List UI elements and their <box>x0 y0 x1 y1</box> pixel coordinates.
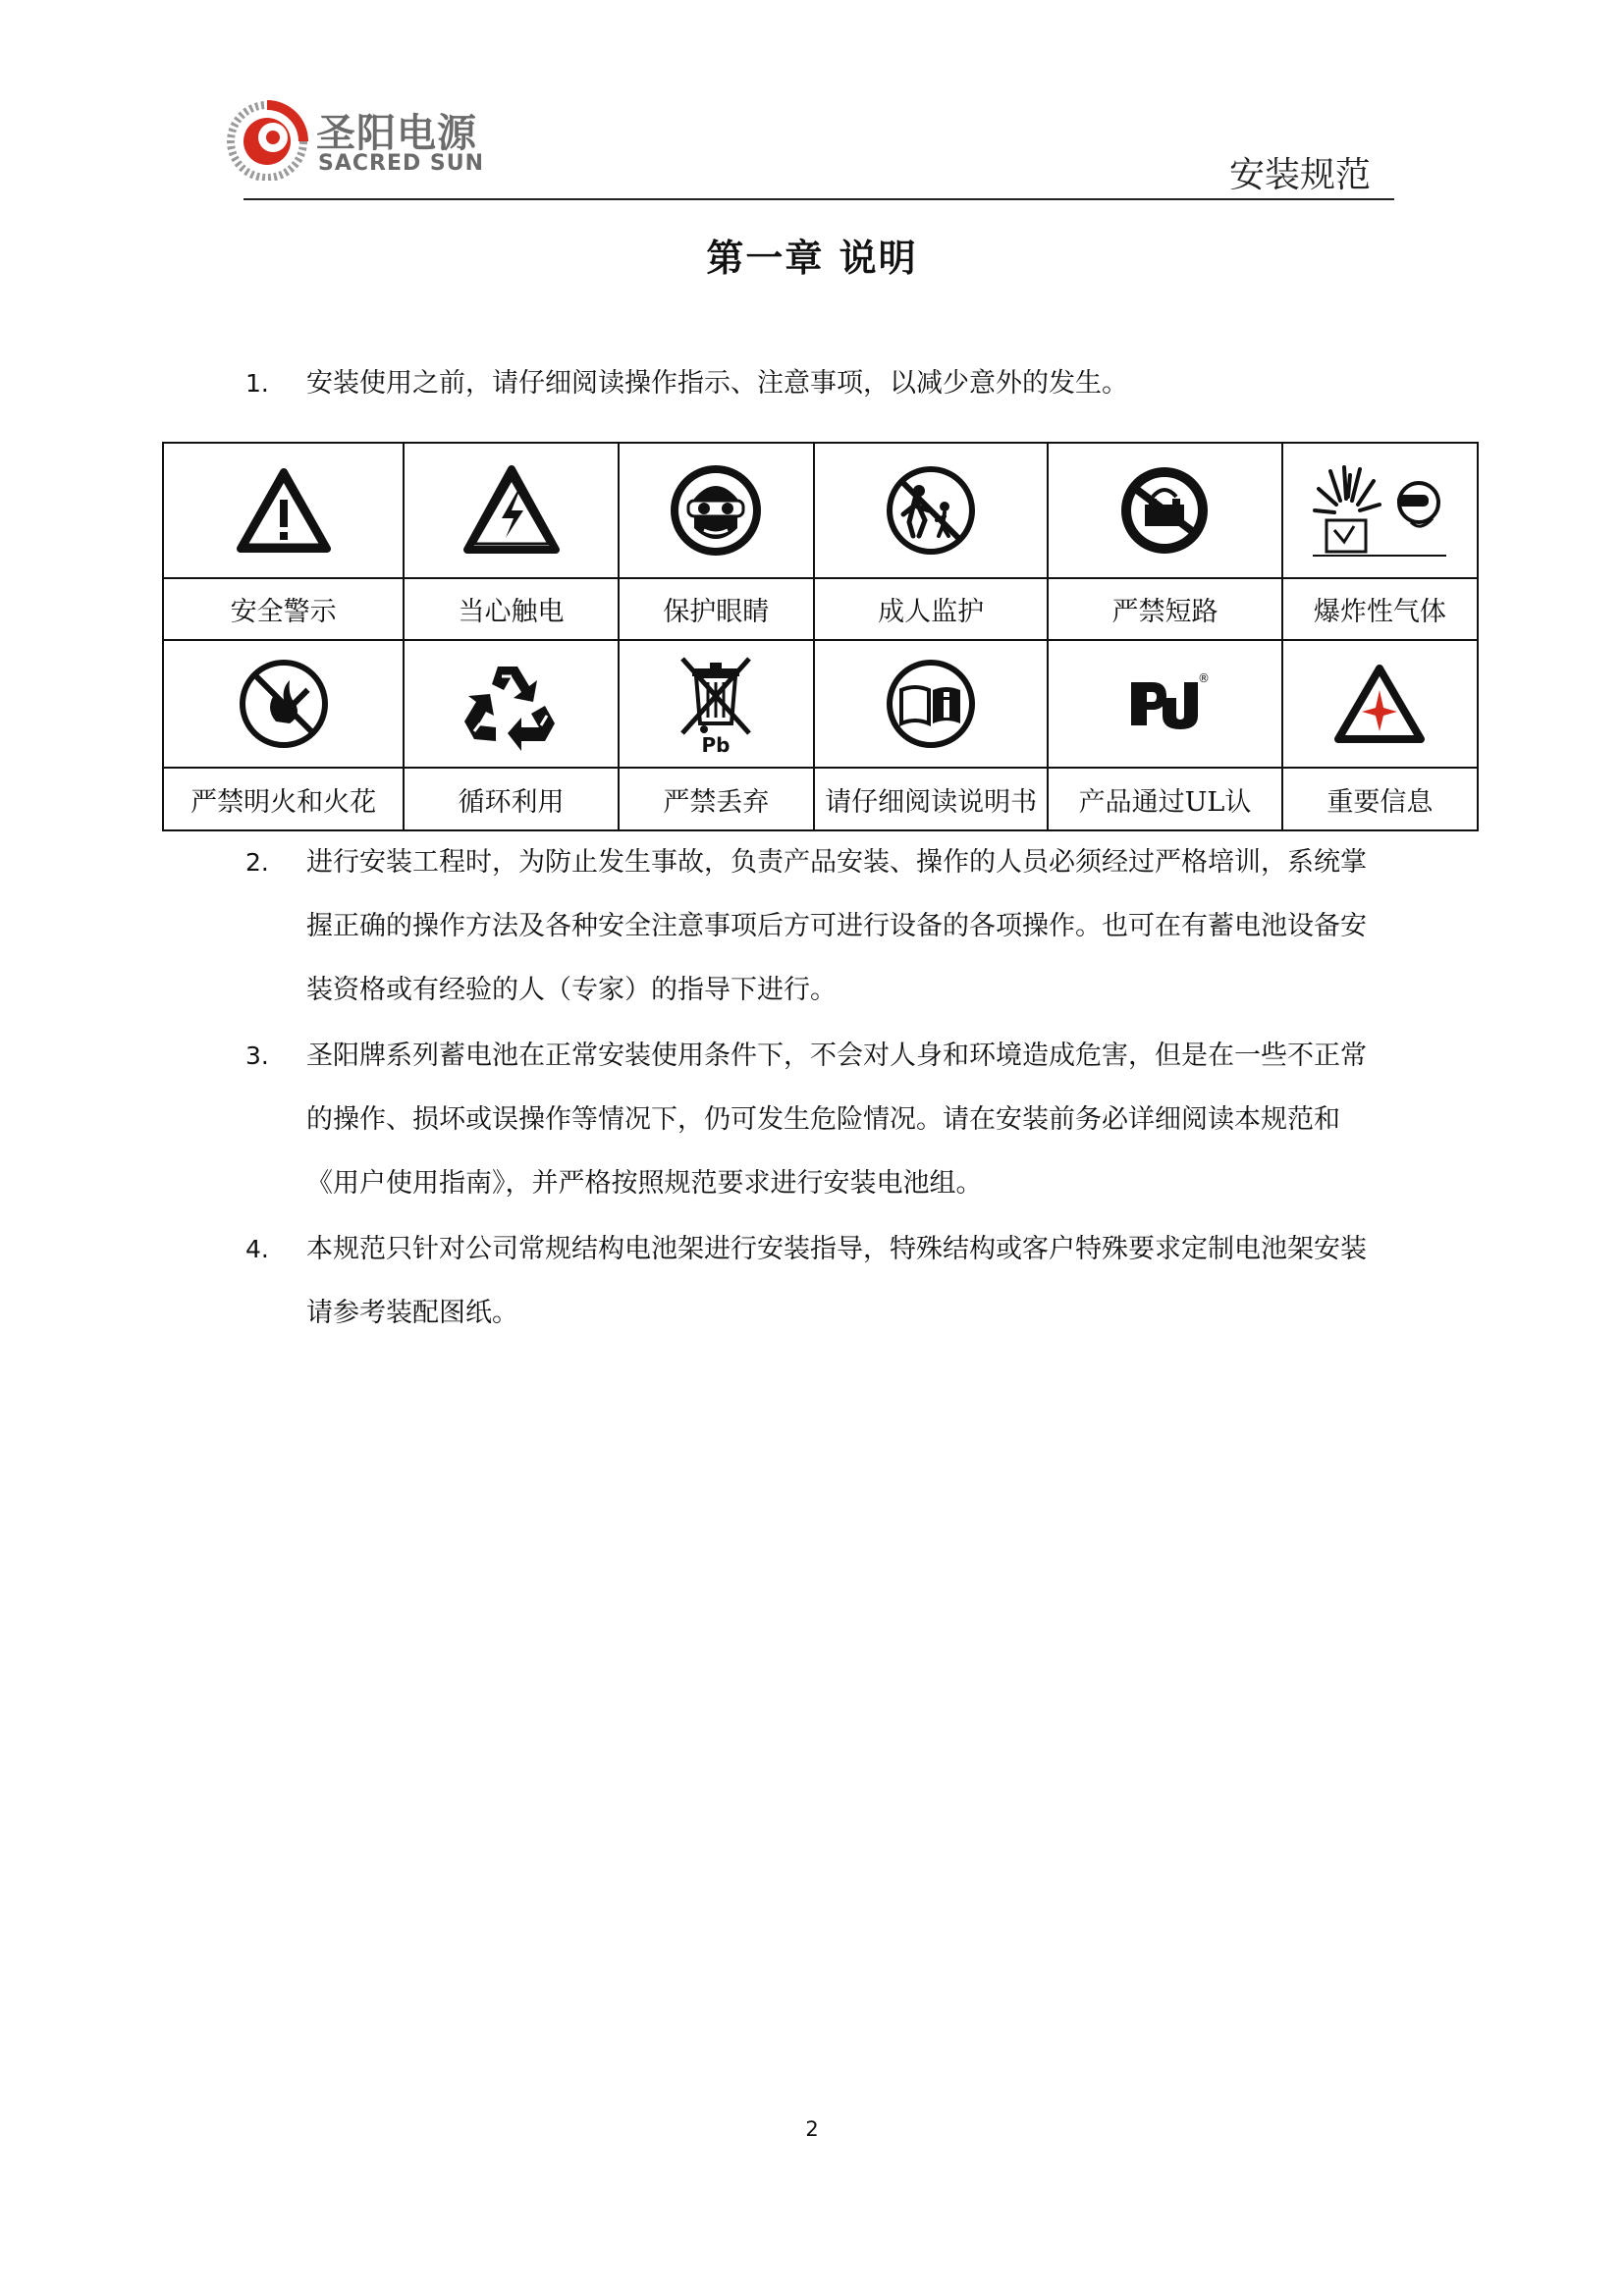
symbol-label: 成人监护 <box>814 578 1048 640</box>
sacred-sun-logo <box>226 98 511 187</box>
list-text: 本规范只针对公司常规结构电池架进行安装指导，特殊结构或客户特殊要求定制电池架安装请参考装配图纸。 <box>306 1234 1367 1328</box>
safety-symbol-table <box>162 442 1479 831</box>
symbol-label: 当心触电 <box>404 578 618 640</box>
chapter-title: 第一章 说明 <box>706 237 918 280</box>
list-item-3 <box>245 1024 1384 1215</box>
symbol-label: 严禁明火和火花 <box>163 768 404 830</box>
symbol-label: 循环利用 <box>404 768 618 830</box>
ul-mark-icon <box>1117 668 1212 739</box>
pb-mark: Pb <box>701 733 731 755</box>
symbol-label: 严禁短路 <box>1048 578 1281 640</box>
symbol-cell-no-flame <box>163 640 404 768</box>
symbol-cell-electric <box>404 443 618 578</box>
adult-supervision-icon <box>884 463 978 558</box>
symbol-cell-read-manual <box>814 640 1048 768</box>
symbol-cell-eye-protection <box>619 443 814 578</box>
symbol-cell-no-disposal <box>619 640 814 768</box>
symbol-cell-ul-mark <box>1048 640 1281 768</box>
sacred-sun-logo-icon <box>226 98 308 181</box>
symbol-label: 爆炸性气体 <box>1282 578 1478 640</box>
recycle-icon <box>460 655 563 753</box>
symbol-label: 产品通过UL认 <box>1048 768 1281 830</box>
list-text: 安装使用之前，请仔细阅读操作指示、注意事项，以减少意外的发生。 <box>306 368 1128 399</box>
symbol-cell-adult-supervision <box>814 443 1048 578</box>
symbol-cell-explosive-gas <box>1282 443 1478 578</box>
list-item-1 <box>245 351 1384 415</box>
symbol-cell-short-circuit <box>1048 443 1281 578</box>
header-divider <box>244 198 1394 200</box>
symbol-label: 严禁丢弃 <box>619 768 814 830</box>
list-text: 圣阳牌系列蓄电池在正常安装使用条件下，不会对人身和环境造成危害，但是在一些不正常的操作、损坏或误操作等情况下，仍可发生危险情况。请在安装前务必详细阅读本规范和《用户使用指南》，并严格按照规范要求进行安装电池组。 <box>306 1041 1367 1199</box>
no-short-circuit-icon <box>1115 461 1214 560</box>
logo-english-name: SACRED SUN <box>318 151 485 176</box>
symbol-cell-warning <box>163 443 404 578</box>
list-item-2 <box>245 830 1384 1022</box>
no-disposal-pb-icon <box>675 653 757 755</box>
no-open-flame-icon <box>237 657 331 751</box>
electric-shock-icon <box>462 463 561 558</box>
warning-triangle-icon <box>237 466 331 555</box>
symbol-label: 重要信息 <box>1282 768 1478 830</box>
list-number: 4. <box>245 1235 269 1263</box>
read-manual-icon <box>884 657 978 751</box>
registered-mark: ® <box>1198 671 1211 685</box>
important-info-icon <box>1332 663 1427 745</box>
page-number: 2 <box>805 2117 819 2141</box>
logo-chinese-name: 圣阳电源 <box>316 111 477 156</box>
list-number: 3. <box>245 1041 269 1070</box>
list-item-4 <box>245 1217 1384 1345</box>
symbol-label: 安全警示 <box>163 578 404 640</box>
explosive-gas-icon <box>1311 461 1448 560</box>
symbol-cell-recycle <box>404 640 618 768</box>
header-title: 安装规范 <box>1228 155 1371 195</box>
eye-protection-icon <box>665 459 767 561</box>
symbol-label: 请仔细阅读说明书 <box>814 768 1048 830</box>
list-number: 2. <box>245 848 269 877</box>
list-number: 1. <box>245 369 269 398</box>
symbol-label: 保护眼睛 <box>619 578 814 640</box>
list-text: 进行安装工程时，为防止发生事故，负责产品安装、操作的人员必须经过严格培训，系统掌握正确的操作方法及各种安全注意事项后方可进行设备的各项操作。也可在有蓄电池设备安装资格或有经验的人（专家）的指导下进行。 <box>306 847 1367 1005</box>
symbol-cell-important-info <box>1282 640 1478 768</box>
